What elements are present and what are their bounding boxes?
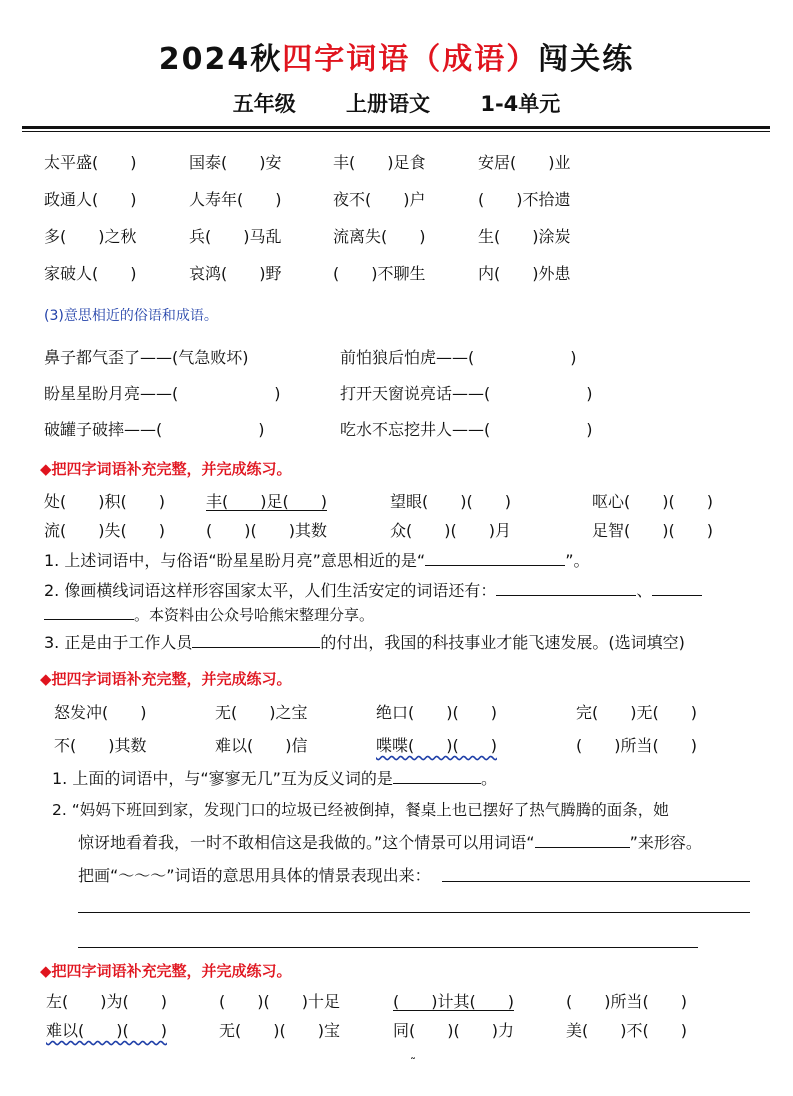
title-highlight: 四字词语（成语） — [282, 42, 539, 77]
grid1-r1-c2: 国泰( )安 — [189, 153, 282, 172]
idiom-pair-r2-c1: 盼星星盼月亮——( ) — [44, 384, 281, 403]
answer-line[interactable] — [442, 881, 750, 882]
block2-r1-c2: 无( )之宝 — [215, 703, 308, 722]
grid1-r2-c2: 人寿年( ) — [189, 190, 282, 209]
block3-r1-c3: ( )计其( ) — [393, 992, 514, 1011]
answer-line[interactable] — [78, 947, 698, 948]
block1-question-3: 3. 正是由于工作人员 的付出，我国的科技事业才能飞速发展。(选词填空) — [44, 633, 685, 652]
block2-heading: ◆把四字词语补充完整，并完成练习。 — [40, 670, 292, 688]
block2-r2-c3: 喋喋( )( ) — [376, 736, 497, 755]
header-rule-thin — [22, 131, 770, 132]
block2-question-1: 1. 上面的词语中，与“寥寥无几”互为反义词的是 。 — [52, 769, 497, 788]
header-rule-thick — [22, 126, 770, 129]
section3-heading: (3)意思相近的俗语和成语。 — [44, 308, 218, 324]
idiom-pair-r1-c1: 鼻子都气歪了——(气急败坏) — [44, 348, 249, 367]
grid1-r2-c1: 政通人( ) — [44, 190, 137, 209]
block1-question-2: 2. 像画横线词语这样形容国家太平，人们生活安定的词语还有： 、 — [44, 578, 702, 601]
block2-question-2-line3: 把画“～～～”词语的意思用具体的情景表现出来： — [78, 866, 431, 885]
page-title — [0, 34, 793, 78]
block1-r1-c1: 处( )积( ) — [44, 492, 165, 511]
answer-blank[interactable] — [192, 631, 320, 648]
idiom-pair-r3-c1: 破罐子破摔——( ) — [44, 420, 265, 439]
block1-question-2-cont: 。本资料由公众号哈熊宋整理分享。 — [44, 603, 374, 625]
answer-blank[interactable] — [652, 579, 702, 596]
grid1-r1-c1: 太平盛( ) — [44, 153, 137, 172]
block1-r2-c3: 众( )( )月 — [390, 521, 511, 540]
block2-r2-c2: 难以( )信 — [215, 736, 308, 755]
title-suffix: 闯关练 — [538, 42, 635, 77]
block2-r1-c3: 绝口( )( ) — [376, 703, 497, 722]
block1-r2-c1: 流( )失( ) — [44, 521, 165, 540]
block1-r1-c3: 望眼( )( ) — [390, 492, 511, 511]
block3-heading: ◆把四字词语补充完整，并完成练习。 — [40, 962, 292, 980]
grid1-r3-c2: 兵( )马乱 — [189, 227, 282, 246]
grid1-r4-c3: ( )不聊生 — [333, 264, 426, 283]
answer-blank[interactable] — [535, 831, 630, 848]
block3-r1-c4: ( )所当( ) — [566, 992, 687, 1011]
idiom-pair-r2-c2: 打开天窗说亮话——( ) — [340, 384, 593, 403]
block3-r2-c4: 美( )不( ) — [566, 1021, 687, 1040]
grid1-r3-c3: 流离失( ) — [333, 227, 426, 246]
block2-question-2-line2: 惊讶地看着我，一时不敢相信这是我做的。”这个情景可以用词语“ ”来形容。 — [78, 833, 702, 852]
idiom-pair-r3-c2: 吃水不忘挖井人——( ) — [340, 420, 593, 439]
answer-line[interactable] — [78, 912, 750, 913]
block2-r1-c1: 怒发冲( ) — [54, 703, 147, 722]
block3-r2-c2: 无( )( )宝 — [219, 1021, 340, 1040]
block1-r2-c4: 足智( )( ) — [592, 521, 713, 540]
grid1-r1-c3: 丰( )足食 — [333, 153, 426, 172]
block3-r2-c1: 难以( )( ) — [46, 1021, 167, 1040]
block2-r1-c4: 完( )无( ) — [576, 703, 697, 722]
title-prefix: 2024秋 — [158, 42, 283, 77]
block2-question-2-line1: 2. “妈妈下班回到家，发现门口的垃圾已经被倒掉，餐桌上也已摆好了热气腾腾的面条，她 — [52, 801, 669, 819]
block3-r1-c2: ( )( )十足 — [219, 992, 340, 1011]
block1-r2-c2: ( )( )其数 — [206, 521, 327, 540]
answer-blank[interactable] — [44, 603, 134, 620]
answer-blank[interactable] — [393, 767, 481, 784]
grid1-r3-c4: 生( )涂炭 — [478, 227, 571, 246]
answer-blank[interactable] — [425, 549, 565, 566]
answer-blank[interactable] — [496, 579, 636, 596]
grid1-r4-c4: 内( )外患 — [478, 264, 571, 283]
grid1-r3-c1: 多( )之秋 — [44, 227, 137, 246]
block1-r1-c2: 丰( )足( ) — [206, 492, 327, 511]
block1-r1-c4: 呕心( )( ) — [592, 492, 713, 511]
block3-r2-c3: 同( )( )力 — [393, 1021, 514, 1040]
grid1-r4-c2: 哀鸿( )野 — [189, 264, 282, 283]
page-subtitle: 五年级 上册语文 1-4单元 — [232, 92, 561, 116]
grid1-r2-c4: ( )不拾遗 — [478, 190, 571, 209]
block1-question-1: 1. 上述词语中，与俗语“盼星星盼月亮”意思相近的是“ ”。 — [44, 551, 590, 570]
page-number-mark: ˜ — [410, 1056, 416, 1070]
grid1-r4-c1: 家破人( ) — [44, 264, 137, 283]
block2-r2-c1: 不( )其数 — [54, 736, 147, 755]
idiom-pair-r1-c2: 前怕狼后怕虎——( ) — [340, 348, 577, 367]
block3-r1-c1: 左( )为( ) — [46, 992, 167, 1011]
grid1-r1-c4: 安居( )业 — [478, 153, 571, 172]
block1-heading: ◆把四字词语补充完整，并完成练习。 — [40, 460, 292, 478]
block2-r2-c4: ( )所当( ) — [576, 736, 697, 755]
grid1-r2-c3: 夜不( )户 — [333, 190, 426, 209]
